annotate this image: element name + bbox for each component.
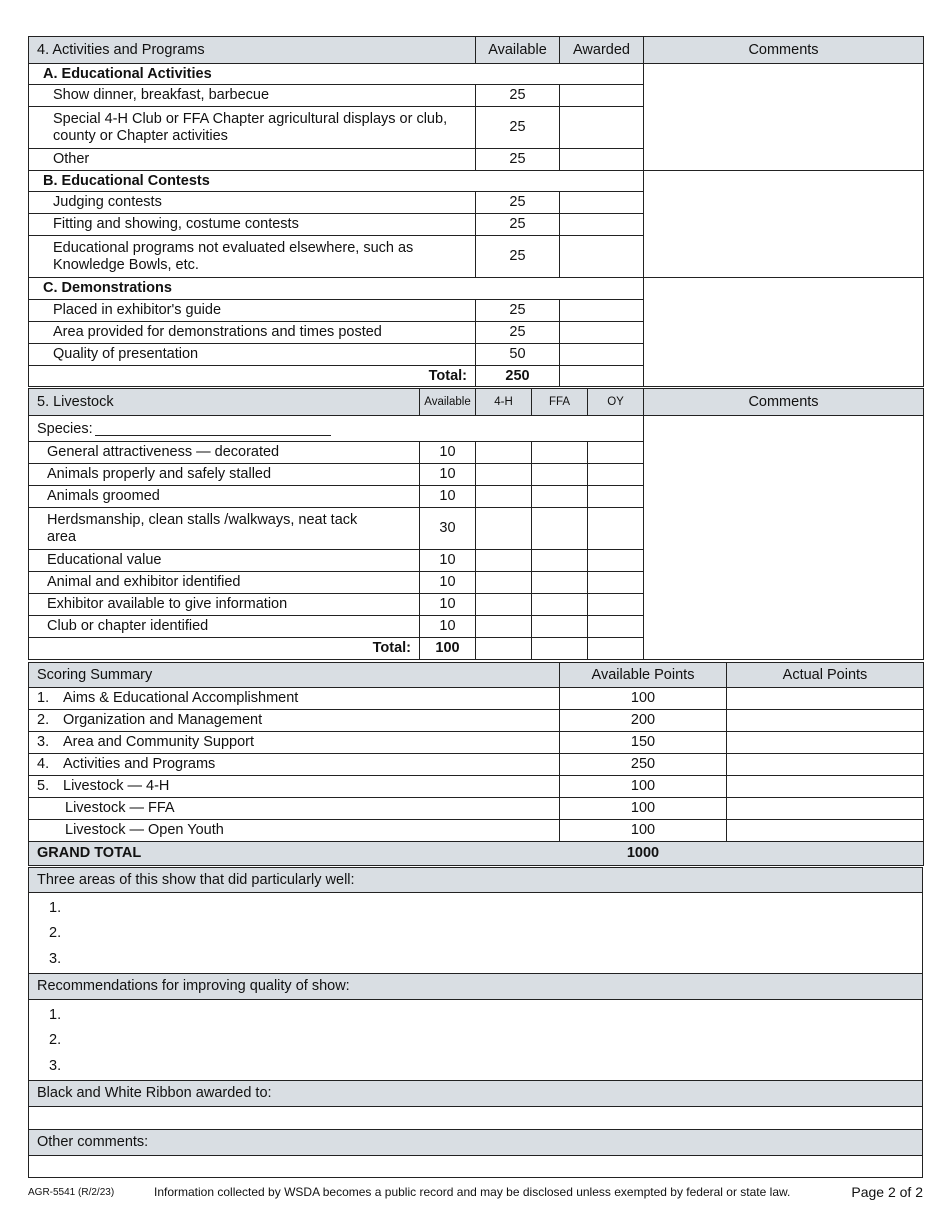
livestock-item: Club or chapter identified [29, 616, 420, 638]
available-value: 25 [476, 300, 560, 322]
summary-row-text: Livestock — Open Youth [65, 822, 224, 838]
ffa-input[interactable] [532, 486, 588, 508]
4h-input[interactable] [476, 572, 532, 594]
available-value: 10 [420, 572, 476, 594]
activities-total-label: Total: [29, 366, 476, 387]
ffa-input[interactable] [532, 572, 588, 594]
scoring-summary-table [28, 662, 924, 866]
awarded-input[interactable] [560, 322, 644, 344]
summary-row-text: Activities and Programs [63, 756, 216, 772]
activities-title: 4. Activities and Programs [29, 37, 476, 64]
activities-awarded-header: Awarded [560, 37, 644, 64]
summary-available-header: Available Points [560, 663, 727, 688]
livestock-item: Animals properly and safely stalled [29, 464, 420, 486]
ffa-input[interactable] [532, 442, 588, 464]
4h-input[interactable] [476, 508, 532, 550]
activities-table [28, 36, 924, 387]
activity-item: Area provided for demonstrations and times posted [29, 322, 476, 344]
summary-row-label [29, 754, 560, 776]
activity-item: Special 4-H Club or FFA Chapter agricultural displays or club, county or Chapter activities [29, 107, 476, 149]
livestock-table [28, 388, 924, 660]
oy-input[interactable] [588, 442, 644, 464]
form-id: AGR-5541 (R/2/23) [28, 1187, 115, 1198]
available-value: 25 [476, 236, 560, 278]
recommendation-item[interactable]: 2. [29, 1028, 923, 1053]
summary-actual-header: Actual Points [727, 663, 924, 688]
grand-total-value: 1000 [560, 842, 727, 866]
activities-comments-header: Comments [644, 37, 924, 64]
ffa-input[interactable] [532, 508, 588, 550]
actual-points-input[interactable] [727, 710, 924, 732]
recommendation-item[interactable]: 3. [29, 1053, 923, 1081]
available-value: 50 [476, 344, 560, 366]
awarded-input[interactable] [560, 300, 644, 322]
available-value: 10 [420, 442, 476, 464]
oy-input[interactable] [588, 616, 644, 638]
other-comments-input[interactable] [29, 1156, 923, 1178]
4h-total-input[interactable] [476, 638, 532, 660]
summary-row-text: Organization and Management [63, 712, 263, 728]
livestock-comments[interactable] [644, 416, 924, 660]
available-value: 25 [476, 149, 560, 171]
livestock-item: Exhibitor available to give information [29, 594, 420, 616]
livestock-item: General attractiveness — decorated [29, 442, 420, 464]
well-area-item[interactable]: 2. [29, 921, 923, 946]
activity-item: Quality of presentation [29, 344, 476, 366]
summary-row-label [29, 776, 560, 798]
summary-row-num: 4. [37, 756, 50, 772]
ribbon-title: Black and White Ribbon awarded to: [29, 1081, 923, 1107]
ribbon-input[interactable] [29, 1107, 923, 1130]
summary-row-num: 2. [37, 712, 50, 728]
available-value: 30 [420, 508, 476, 550]
summary-row-num: 3. [37, 734, 50, 750]
section-c-title: C. Demonstrations [29, 278, 644, 300]
oy-input[interactable] [588, 508, 644, 550]
public-record-notice: Information collected by WSDA becomes a public record and may be disclosed unless exempted by federal or state law. [154, 1185, 791, 1199]
summary-available-value: 100 [560, 820, 727, 842]
livestock-total-label: Total: [29, 638, 420, 660]
livestock-oy-header: OY [588, 389, 644, 416]
livestock-item: Herdsmanship, clean stalls /walkways, neat tack area [29, 508, 420, 550]
available-value: 10 [420, 486, 476, 508]
summary-available-value: 250 [560, 754, 727, 776]
actual-points-input[interactable] [727, 732, 924, 754]
footer [28, 1184, 923, 1204]
oy-total-input[interactable] [588, 638, 644, 660]
summary-row-num: 5. [37, 778, 50, 794]
summary-title: Scoring Summary [29, 663, 560, 688]
actual-points-input[interactable] [727, 688, 924, 710]
section-b-comments[interactable] [644, 171, 924, 278]
available-value: 10 [420, 550, 476, 572]
species-input[interactable] [95, 419, 331, 436]
species-row [29, 416, 644, 442]
oy-input[interactable] [588, 486, 644, 508]
ffa-input[interactable] [532, 594, 588, 616]
summary-available-value: 100 [560, 798, 727, 820]
livestock-item: Animal and exhibitor identified [29, 572, 420, 594]
available-value: 25 [476, 192, 560, 214]
well-area-item[interactable]: 3. [29, 946, 923, 974]
summary-row-label [29, 820, 560, 842]
ffa-total-input[interactable] [532, 638, 588, 660]
available-value: 10 [420, 594, 476, 616]
oy-input[interactable] [588, 594, 644, 616]
livestock-total-value: 100 [420, 638, 476, 660]
4h-input[interactable] [476, 550, 532, 572]
species-label: Species: [37, 421, 93, 437]
summary-row-text: Area and Community Support [63, 734, 255, 750]
well-area-item[interactable]: 1. [29, 893, 923, 921]
oy-input[interactable] [588, 550, 644, 572]
page-number: Page 2 of 2 [851, 1184, 923, 1200]
other-comments-table [28, 1129, 923, 1178]
livestock-item: Animals groomed [29, 486, 420, 508]
section-a-comments[interactable] [644, 64, 924, 171]
4h-input[interactable] [476, 486, 532, 508]
available-value: 25 [476, 107, 560, 149]
awarded-input[interactable] [560, 214, 644, 236]
actual-points-input[interactable] [727, 798, 924, 820]
4h-input[interactable] [476, 594, 532, 616]
ffa-input[interactable] [532, 550, 588, 572]
livestock-comments-header: Comments [644, 389, 924, 416]
awarded-input[interactable] [560, 149, 644, 171]
well-areas-table [28, 867, 923, 974]
livestock-ffa-header: FFA [532, 389, 588, 416]
summary-available-value: 100 [560, 776, 727, 798]
ffa-input[interactable] [532, 464, 588, 486]
recommendation-item[interactable]: 1. [29, 1000, 923, 1028]
other-comments-title: Other comments: [29, 1130, 923, 1156]
livestock-title: 5. Livestock [29, 389, 420, 416]
activity-item: Other [29, 149, 476, 171]
summary-row-label [29, 732, 560, 754]
well-areas-title: Three areas of this show that did particularly well: [29, 868, 923, 893]
activity-item: Placed in exhibitor's guide [29, 300, 476, 322]
activities-total-awarded[interactable] [560, 366, 644, 387]
actual-points-input[interactable] [727, 754, 924, 776]
oy-input[interactable] [588, 572, 644, 594]
section-b-title: B. Educational Contests [29, 171, 644, 192]
summary-row-label [29, 798, 560, 820]
ffa-input[interactable] [532, 616, 588, 638]
livestock-item: Educational value [29, 550, 420, 572]
available-value: 10 [420, 464, 476, 486]
summary-available-value: 200 [560, 710, 727, 732]
summary-row-label [29, 710, 560, 732]
4h-input[interactable] [476, 442, 532, 464]
awarded-input[interactable] [560, 192, 644, 214]
4h-input[interactable] [476, 616, 532, 638]
summary-available-value: 150 [560, 732, 727, 754]
recommendations-title: Recommendations for improving quality of show: [29, 974, 923, 1000]
ribbon-table [28, 1080, 923, 1130]
available-value: 25 [476, 322, 560, 344]
grand-total-actual[interactable] [727, 842, 924, 866]
recommendations-table [28, 973, 923, 1081]
awarded-input[interactable] [560, 344, 644, 366]
actual-points-input[interactable] [727, 776, 924, 798]
summary-row-text: Livestock — 4-H [63, 778, 170, 794]
section-a-title: A. Educational Activities [29, 64, 644, 85]
awarded-input[interactable] [560, 236, 644, 278]
summary-row-text: Livestock — FFA [65, 800, 175, 816]
grand-total-label: GRAND TOTAL [29, 842, 560, 866]
summary-available-value: 100 [560, 688, 727, 710]
summary-row-label [29, 688, 560, 710]
activities-total-value: 250 [476, 366, 560, 387]
summary-row-num: 1. [37, 690, 50, 706]
available-value: 25 [476, 85, 560, 107]
section-c-comments[interactable] [644, 278, 924, 387]
available-value: 10 [420, 616, 476, 638]
livestock-available-header: Available [420, 389, 476, 416]
awarded-input[interactable] [560, 85, 644, 107]
actual-points-input[interactable] [727, 820, 924, 842]
available-value: 25 [476, 214, 560, 236]
4h-input[interactable] [476, 464, 532, 486]
awarded-input[interactable] [560, 107, 644, 149]
summary-row-text: Aims & Educational Accomplishment [63, 690, 299, 706]
activity-item: Judging contests [29, 192, 476, 214]
activity-item: Fitting and showing, costume contests [29, 214, 476, 236]
activities-available-header: Available [476, 37, 560, 64]
oy-input[interactable] [588, 464, 644, 486]
livestock-4h-header: 4-H [476, 389, 532, 416]
activity-item: Educational programs not evaluated elsewhere, such as Knowledge Bowls, etc. [29, 236, 476, 278]
activity-item: Show dinner, breakfast, barbecue [29, 85, 476, 107]
